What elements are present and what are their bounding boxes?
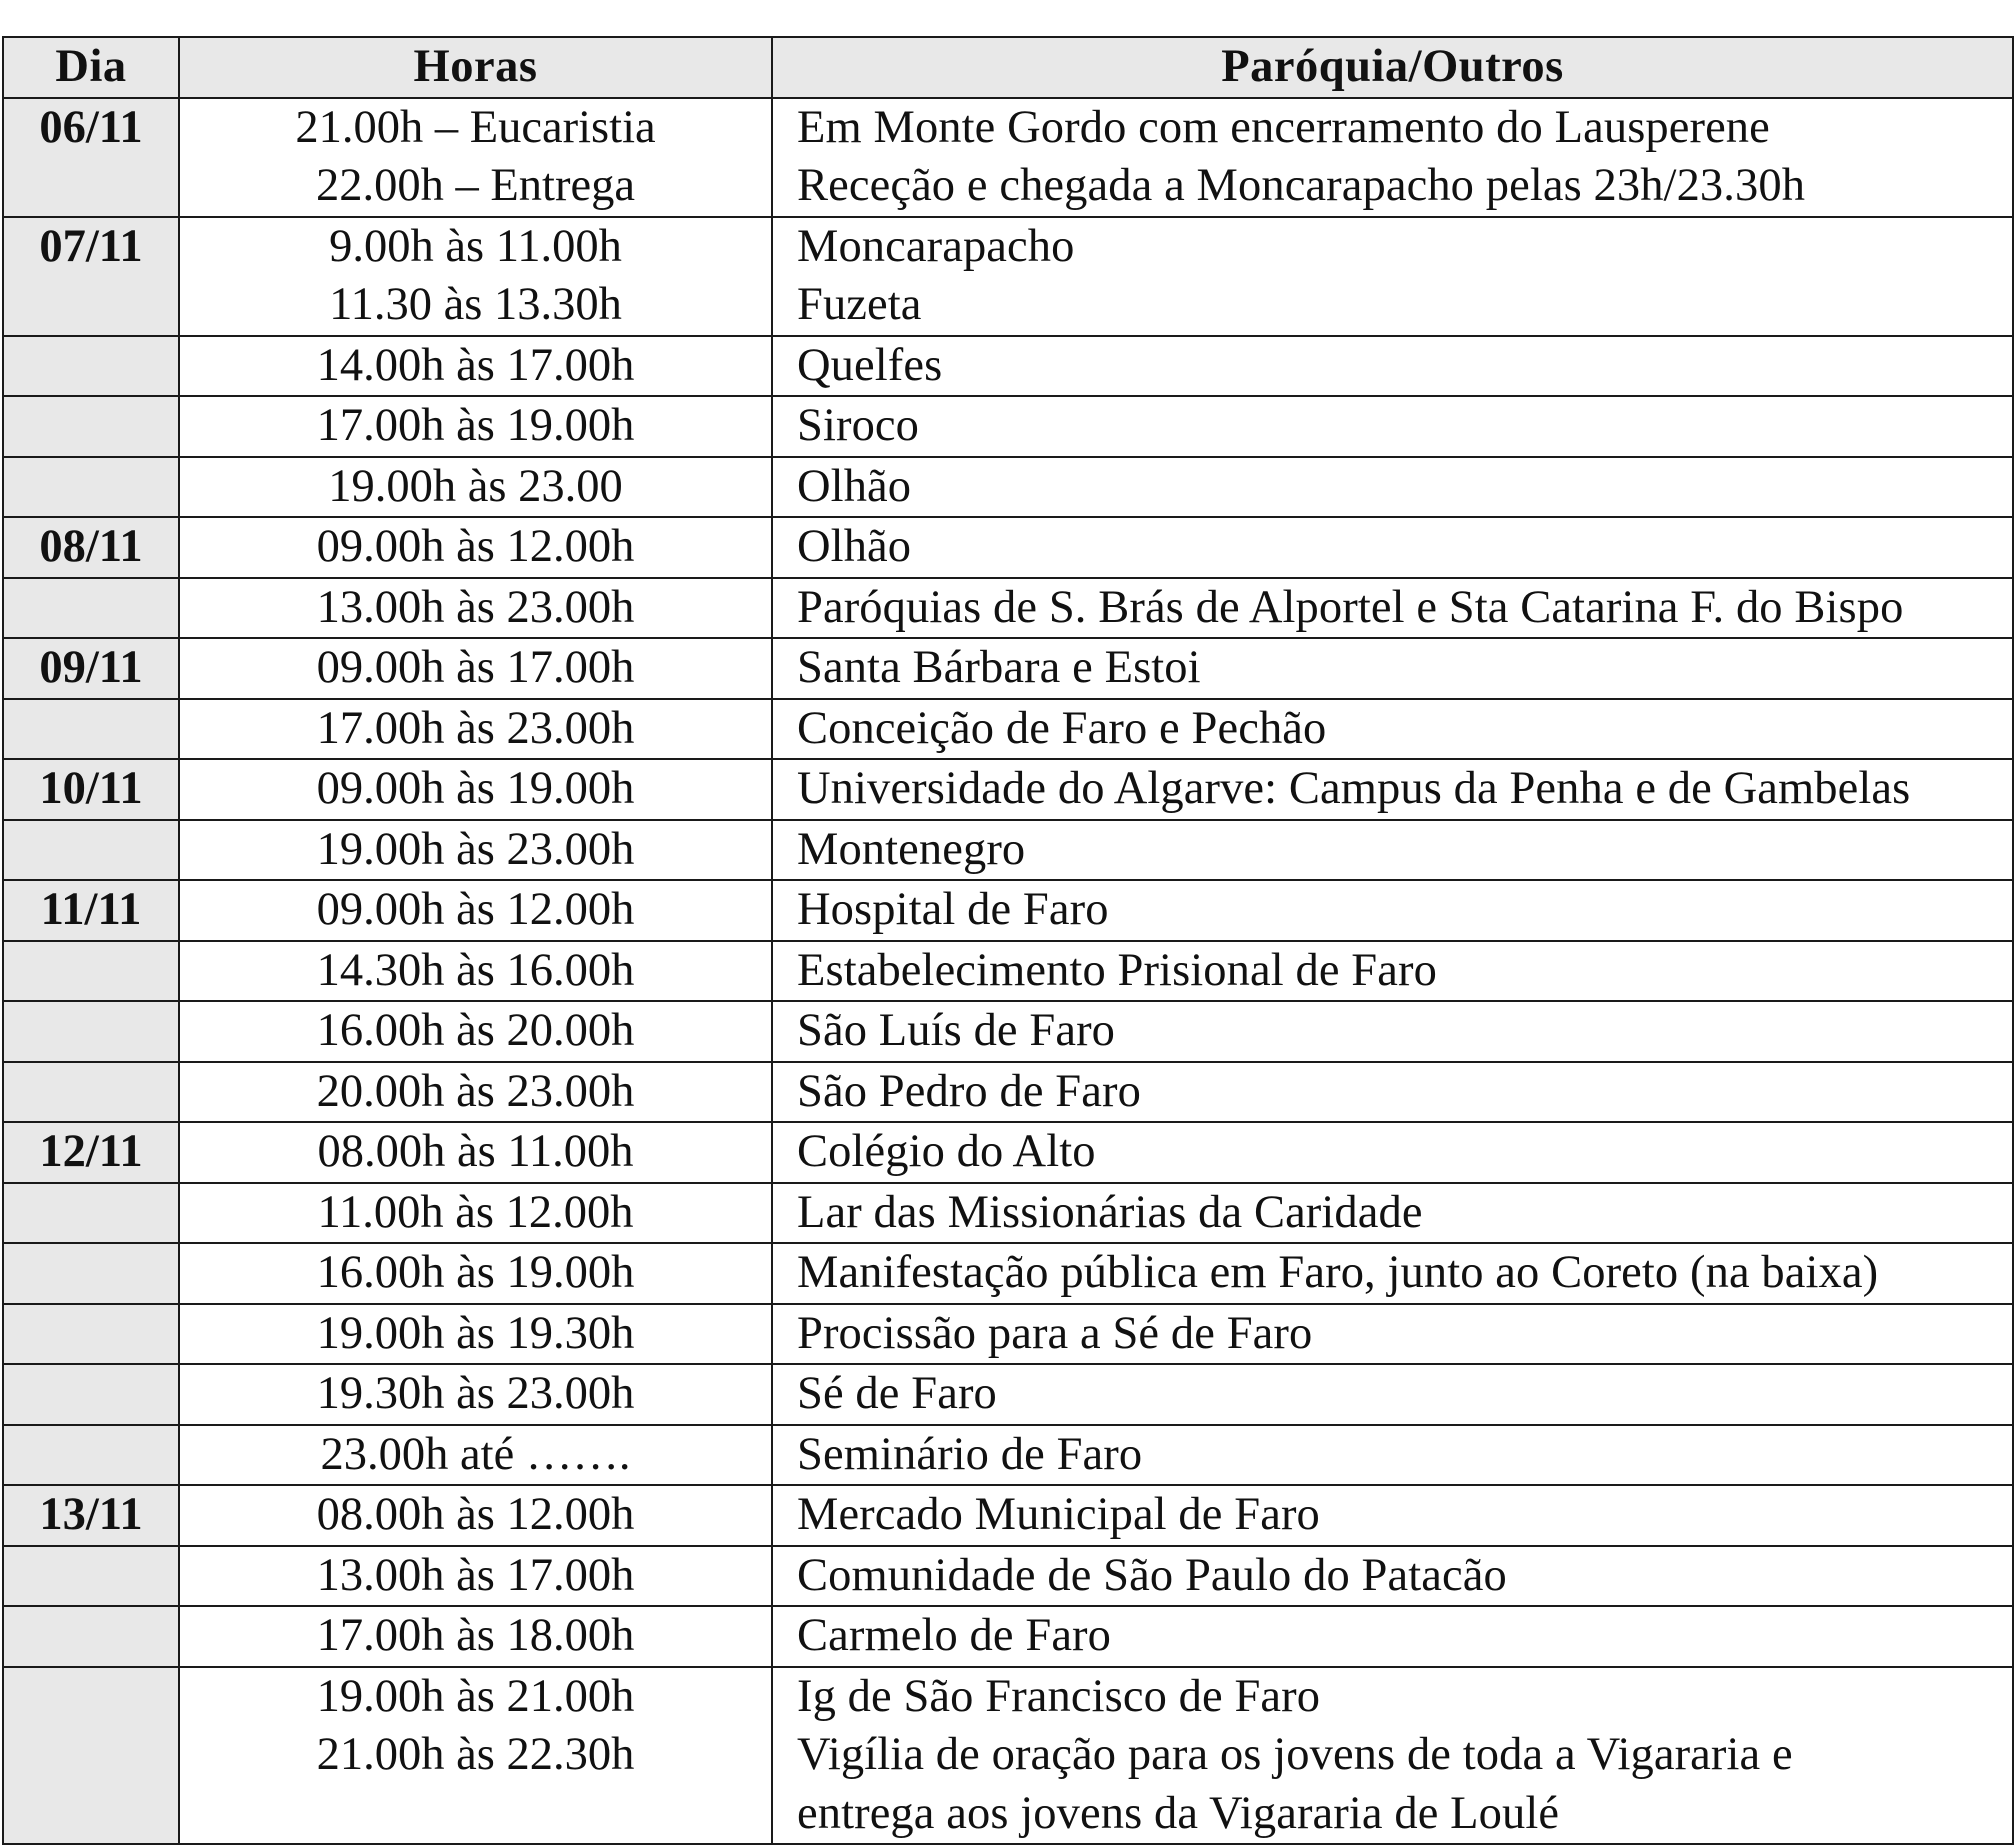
hours-cell — [179, 517, 772, 578]
day-cell: 10/11 — [3, 759, 179, 820]
table-row — [3, 1667, 2013, 1845]
hours-text: 09.00h às 12.00h — [316, 884, 635, 935]
table-row — [3, 638, 2013, 699]
parish-cell — [772, 1667, 2013, 1845]
hours-text: 13.00h às 17.00h — [316, 1549, 635, 1601]
hours-cell — [179, 1304, 772, 1365]
hours-cell — [179, 1062, 772, 1123]
hours-cell — [179, 1546, 772, 1607]
parish-cell — [772, 1364, 2013, 1425]
table-row — [3, 1606, 2013, 1667]
parish-cell — [772, 1122, 2013, 1183]
parish-cell — [772, 1243, 2013, 1304]
hours-cell — [179, 880, 772, 941]
hours-cell — [179, 98, 772, 217]
day-cell — [3, 820, 179, 881]
hours-cell — [179, 336, 772, 397]
hours-text: 17.00h às 23.00h — [316, 702, 635, 754]
parish-cell — [772, 217, 2013, 336]
table-row — [3, 1364, 2013, 1425]
hours-text: 19.00h às 21.00h — [316, 1670, 635, 1722]
parish-text: Conceição de Faro e Pechão — [797, 702, 1327, 754]
table-row — [3, 880, 2013, 941]
day-cell — [3, 1606, 179, 1667]
table-row — [3, 578, 2013, 639]
parish-cell — [772, 1485, 2013, 1546]
hours-text: 16.00h às 19.00h — [316, 1247, 635, 1298]
table-row — [3, 941, 2013, 1002]
hours-text: 19.00h às 23.00 — [328, 460, 623, 512]
hours-text: 08.00h às 12.00h — [316, 1489, 635, 1540]
day-cell — [3, 1243, 179, 1304]
parish-text: Siroco — [797, 400, 920, 451]
table-row — [3, 820, 2013, 881]
parish-cell — [772, 517, 2013, 578]
day-cell — [3, 396, 179, 457]
hours-cell — [179, 1606, 772, 1667]
table-row — [3, 1485, 2013, 1546]
parish-cell — [772, 1183, 2013, 1244]
hours-text: 13.00h às 23.00h — [316, 581, 635, 633]
hours-cell — [179, 396, 772, 457]
table-row — [3, 759, 2013, 820]
day-cell — [3, 1183, 179, 1244]
hours-text: 21.00h – Eucaristia — [295, 101, 656, 153]
hours-text: 16.00h às 20.00h — [316, 1005, 635, 1056]
table-row — [3, 517, 2013, 578]
parish-text: Em Monte Gordo com encerramento do Lausperene — [797, 101, 1770, 153]
table-row — [3, 699, 2013, 760]
hours-text: 09.00h às 12.00h — [316, 521, 635, 572]
table-row — [3, 217, 2013, 336]
parish-text: Olhão — [797, 460, 912, 512]
hours-text: 19.00h às 19.30h — [316, 1307, 635, 1359]
parish-text: Fuzeta — [797, 279, 922, 330]
day-cell: 13/11 — [3, 1485, 179, 1546]
parish-cell — [772, 457, 2013, 518]
hours-text: 9.00h às 11.00h — [329, 220, 622, 272]
parish-text: Procissão para a Sé de Faro — [797, 1307, 1313, 1359]
hours-text: 23.00h até ……. — [320, 1428, 631, 1480]
hours-cell — [179, 699, 772, 760]
parish-cell — [772, 1062, 2013, 1123]
hours-text: 08.00h às 11.00h — [317, 1126, 634, 1177]
hours-cell — [179, 217, 772, 336]
hours-text: 21.00h às 22.30h — [316, 1729, 635, 1780]
schedule-table — [2, 36, 2014, 1845]
hours-cell — [179, 1183, 772, 1244]
header-horas: Horas — [179, 37, 772, 98]
hours-cell — [179, 1243, 772, 1304]
header-dia: Dia — [3, 37, 179, 98]
table-row — [3, 457, 2013, 518]
day-cell: 07/11 — [3, 217, 179, 336]
day-cell — [3, 1425, 179, 1486]
parish-text: Carmelo de Faro — [797, 1610, 1111, 1661]
parish-text: Manifestação pública em Faro, junto ao Coreto (na baixa) — [797, 1247, 1879, 1298]
parish-text: Ig de São Francisco de Faro — [797, 1670, 1321, 1722]
hours-text: 11.00h às 12.00h — [317, 1186, 634, 1238]
hours-cell — [179, 638, 772, 699]
parish-cell — [772, 336, 2013, 397]
hours-cell — [179, 1122, 772, 1183]
hours-text: 11.30 às 13.30h — [329, 279, 622, 330]
day-cell: 06/11 — [3, 98, 179, 217]
parish-text: Hospital de Faro — [797, 884, 1109, 935]
table-row — [3, 1183, 2013, 1244]
parish-cell — [772, 1606, 2013, 1667]
parish-cell — [772, 1546, 2013, 1607]
day-cell — [3, 941, 179, 1002]
parish-cell — [772, 699, 2013, 760]
parish-cell — [772, 1425, 2013, 1486]
table-row — [3, 1425, 2013, 1486]
hours-text: 09.00h às 19.00h — [316, 763, 635, 814]
parish-text: entrega aos jovens da Vigararia de Loulé — [797, 1787, 1560, 1839]
table-row — [3, 1304, 2013, 1365]
parish-text: Quelfes — [797, 339, 943, 391]
parish-cell — [772, 1304, 2013, 1365]
parish-text: Colégio do Alto — [797, 1126, 1096, 1177]
parish-cell — [772, 820, 2013, 881]
hours-cell — [179, 578, 772, 639]
parish-text: São Pedro de Faro — [797, 1065, 1141, 1117]
parish-cell — [772, 759, 2013, 820]
table-row — [3, 336, 2013, 397]
day-cell — [3, 1062, 179, 1123]
table-row — [3, 1001, 2013, 1062]
hours-cell — [179, 1364, 772, 1425]
parish-text: Paróquias de S. Brás de Alportel e Sta Catarina F. do Bispo — [797, 581, 1904, 633]
parish-text: Seminário de Faro — [797, 1428, 1143, 1480]
day-cell — [3, 1304, 179, 1365]
day-cell: 08/11 — [3, 517, 179, 578]
hours-text: 14.30h às 16.00h — [316, 944, 635, 996]
table-row — [3, 1062, 2013, 1123]
day-cell: 09/11 — [3, 638, 179, 699]
parish-text: Santa Bárbara e Estoi — [797, 642, 1201, 693]
hours-cell — [179, 1001, 772, 1062]
parish-text: Lar das Missionárias da Caridade — [797, 1186, 1423, 1238]
parish-cell — [772, 396, 2013, 457]
hours-text: 09.00h às 17.00h — [316, 642, 635, 693]
parish-cell — [772, 941, 2013, 1002]
day-cell — [3, 336, 179, 397]
parish-text: Estabelecimento Prisional de Faro — [797, 944, 1437, 996]
day-cell — [3, 1546, 179, 1607]
day-cell: 12/11 — [3, 1122, 179, 1183]
header-paroquia: Paróquia/Outros — [772, 37, 2013, 98]
parish-text: Universidade do Algarve: Campus da Penha e de Gambelas — [797, 763, 1911, 814]
hours-text: 22.00h – Entrega — [316, 160, 635, 211]
parish-text: Comunidade de São Paulo do Patacão — [797, 1549, 1507, 1601]
parish-text: Olhão — [797, 521, 912, 572]
parish-text: São Luís de Faro — [797, 1005, 1116, 1056]
parish-text: Vigília de oração para os jovens de toda a Vigararia e — [797, 1729, 1793, 1780]
hours-cell — [179, 1667, 772, 1845]
parish-text: Receção e chegada a Moncarapacho pelas 23h/23.30h — [797, 160, 1806, 211]
hours-text: 19.00h às 23.00h — [316, 823, 635, 875]
hours-cell — [179, 1485, 772, 1546]
hours-cell — [179, 941, 772, 1002]
parish-text: Mercado Municipal de Faro — [797, 1489, 1320, 1540]
hours-cell — [179, 759, 772, 820]
day-cell — [3, 578, 179, 639]
table-row — [3, 1546, 2013, 1607]
day-cell — [3, 699, 179, 760]
hours-text: 14.00h às 17.00h — [316, 339, 635, 391]
day-cell — [3, 1364, 179, 1425]
table-row — [3, 1122, 2013, 1183]
hours-text: 19.30h às 23.00h — [316, 1368, 635, 1419]
parish-cell — [772, 1001, 2013, 1062]
hours-cell — [179, 457, 772, 518]
table-row — [3, 1243, 2013, 1304]
table-row — [3, 98, 2013, 217]
hours-text: 17.00h às 18.00h — [316, 1610, 635, 1661]
table-row — [3, 396, 2013, 457]
parish-text: Sé de Faro — [797, 1368, 997, 1419]
parish-text: Moncarapacho — [797, 220, 1075, 272]
day-cell: 11/11 — [3, 880, 179, 941]
parish-cell — [772, 98, 2013, 217]
day-cell — [3, 457, 179, 518]
parish-cell — [772, 578, 2013, 639]
parish-cell — [772, 880, 2013, 941]
parish-text: Montenegro — [797, 823, 1026, 875]
parish-cell — [772, 638, 2013, 699]
hours-text: 17.00h às 19.00h — [316, 400, 635, 451]
hours-text: 20.00h às 23.00h — [316, 1065, 635, 1117]
header-row — [3, 37, 2013, 98]
day-cell — [3, 1667, 179, 1845]
hours-cell — [179, 1425, 772, 1486]
day-cell — [3, 1001, 179, 1062]
hours-cell — [179, 820, 772, 881]
